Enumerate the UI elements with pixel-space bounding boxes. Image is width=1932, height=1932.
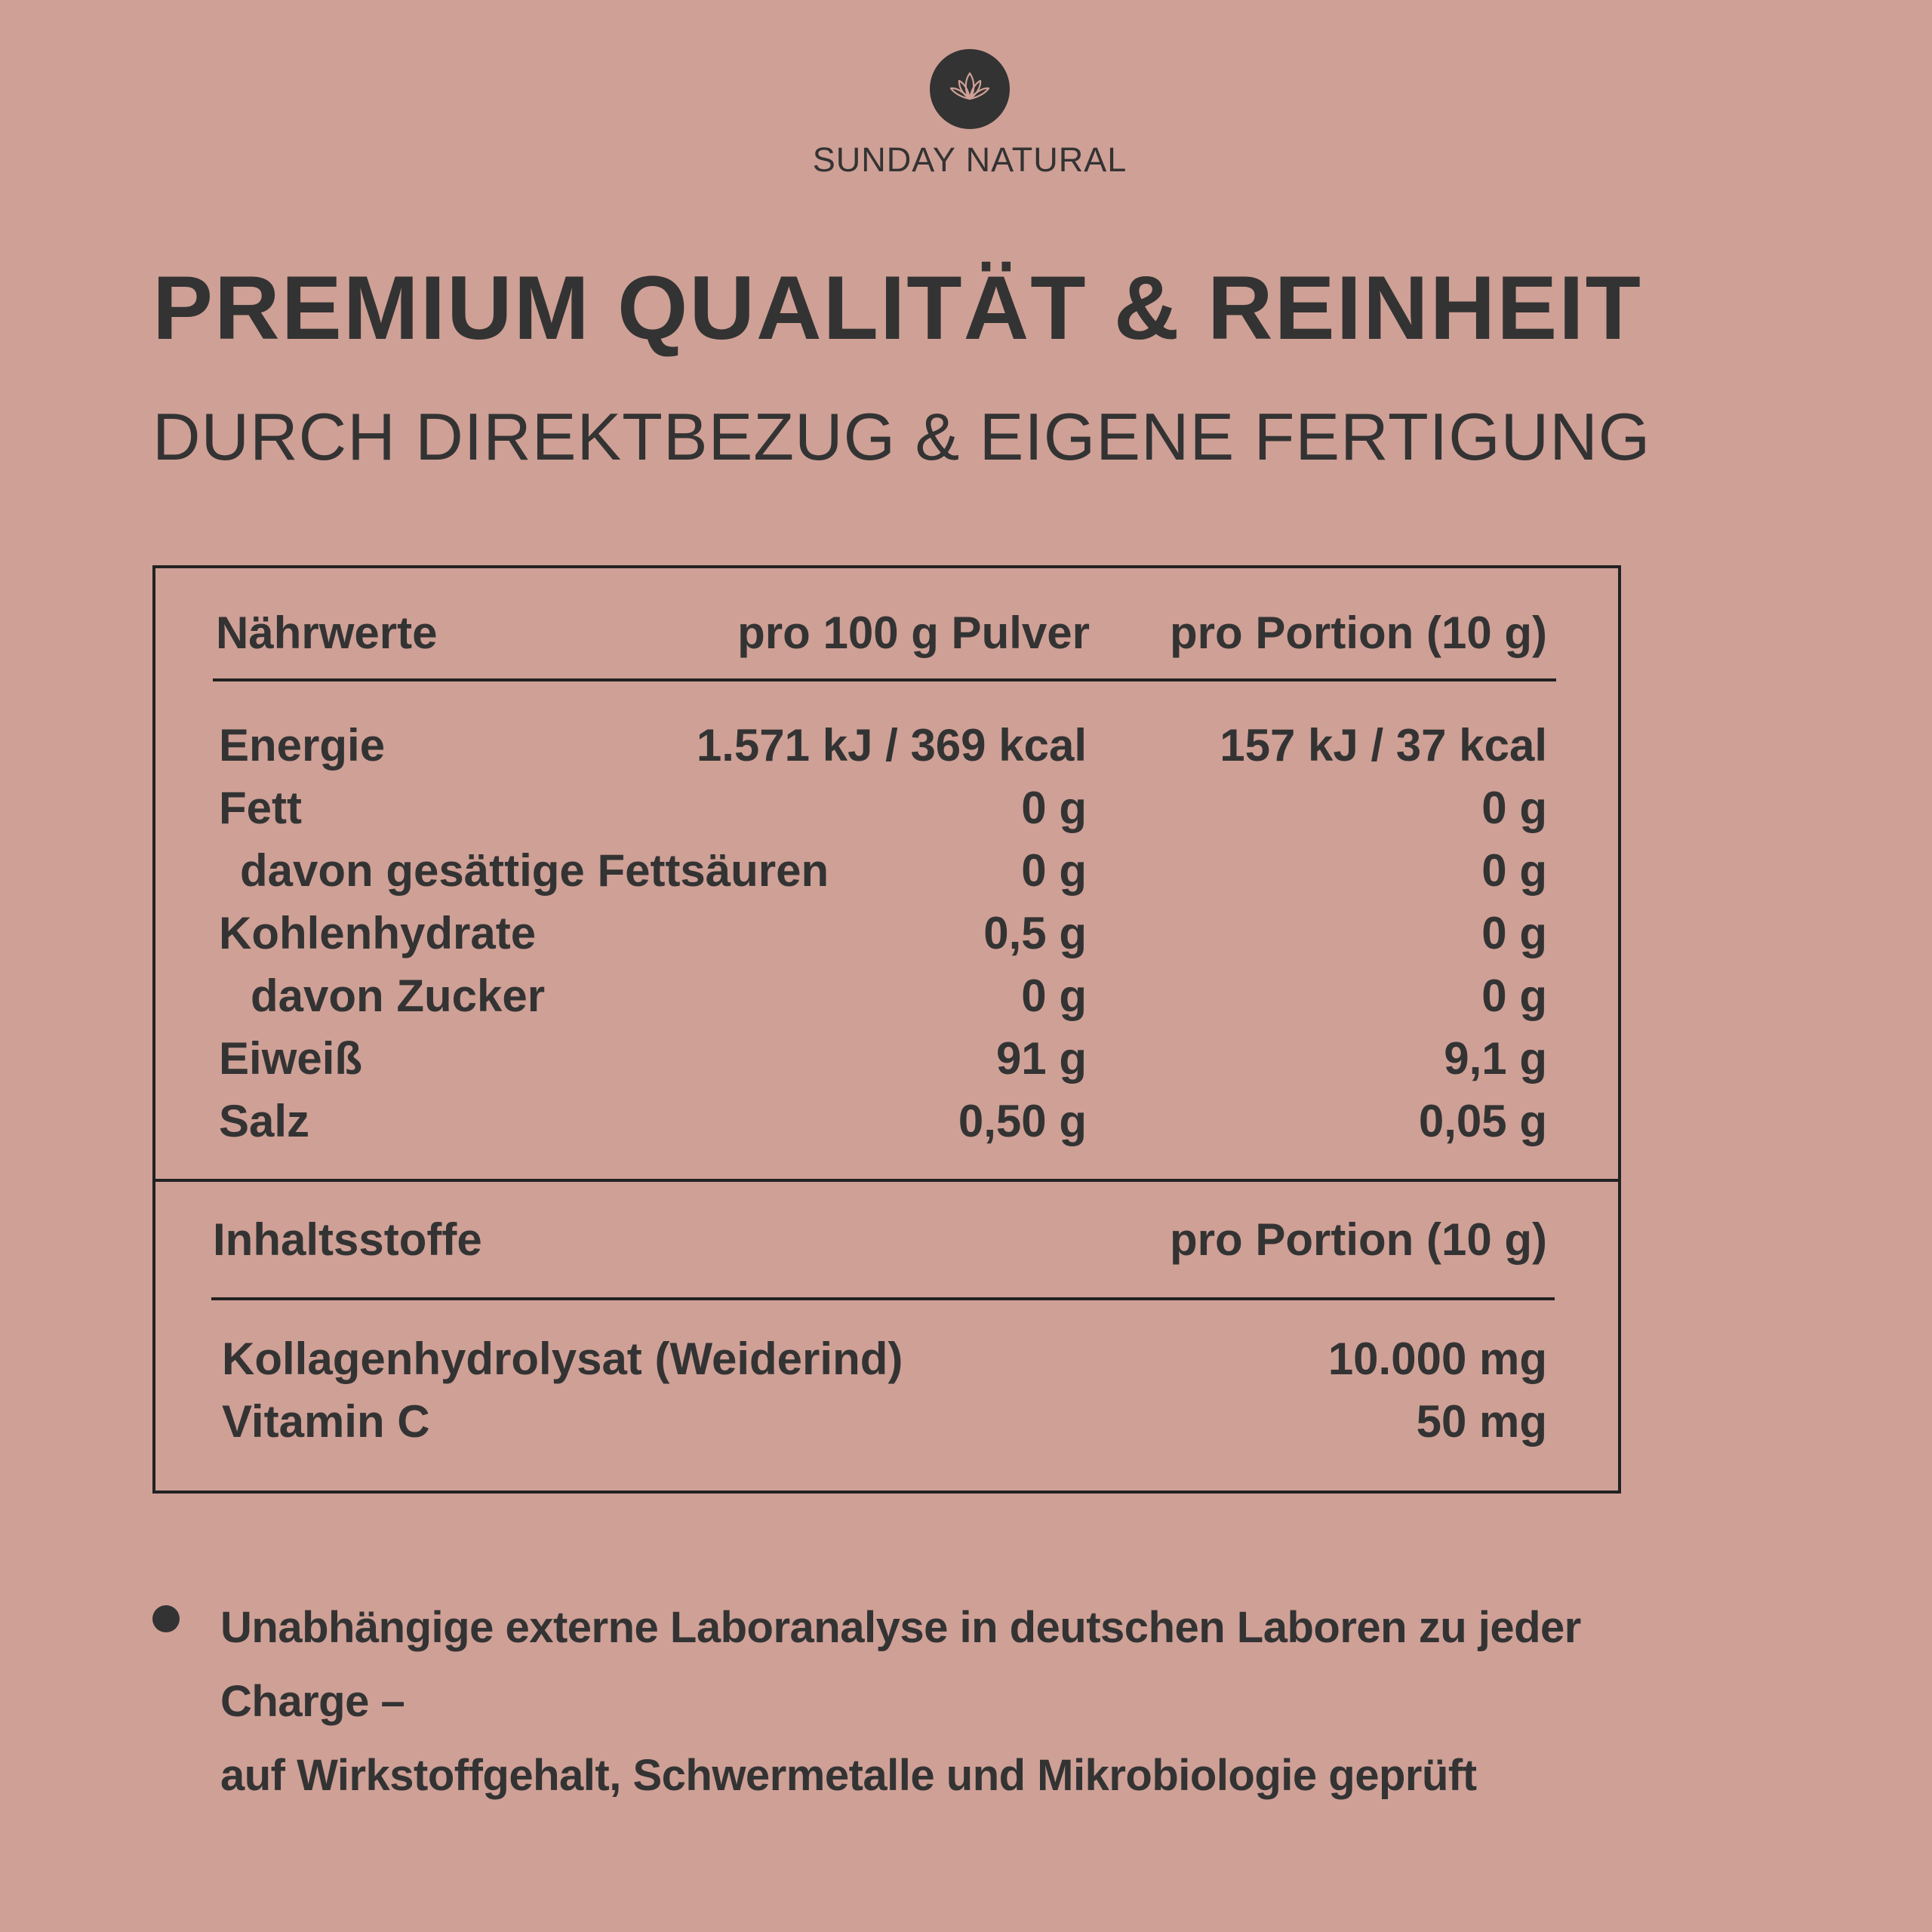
row-per100: 91 g xyxy=(995,1033,1087,1084)
row-per100: 0,50 g xyxy=(958,1096,1087,1146)
page-title: PREMIUM QUALITÄT & REINHEIT xyxy=(152,257,1642,358)
ingredients-header-per-portion: pro Portion (10 g) xyxy=(1170,1214,1547,1265)
row-per100: 0 g xyxy=(1021,845,1087,896)
row-per100: 1.571 kJ / 369 kcal xyxy=(696,720,1087,771)
nutrition-header-rule xyxy=(213,678,1556,681)
row-per-portion: 9,1 g xyxy=(1444,1033,1547,1084)
bullet-icon xyxy=(152,1605,180,1632)
row-label: Vitamin C xyxy=(222,1396,430,1447)
ingredients-header-rule xyxy=(211,1297,1555,1300)
lab-analysis-note xyxy=(220,1591,1715,1813)
ingredients-header-label: Inhaltsstoffe xyxy=(213,1214,482,1265)
row-per-portion: 157 kJ / 37 kcal xyxy=(1220,720,1547,771)
row-per-portion: 0 g xyxy=(1481,783,1547,833)
row-per-portion: 0,05 g xyxy=(1418,1096,1547,1146)
row-per-portion: 50 mg xyxy=(1416,1396,1547,1447)
row-per-portion: 10.000 mg xyxy=(1327,1334,1547,1384)
row-label: davon gesättige Fettsäuren xyxy=(240,845,829,896)
nutrition-header-per100: pro 100 g Pulver xyxy=(737,608,1090,658)
brand-logo xyxy=(930,49,1010,129)
brand-name: SUNDAY NATURAL xyxy=(812,140,1128,179)
row-per100: 0 g xyxy=(1021,971,1087,1021)
row-per-portion: 0 g xyxy=(1481,971,1547,1021)
section-divider xyxy=(155,1179,1618,1182)
row-label: Eiweiß xyxy=(219,1033,363,1084)
lab-analysis-line-2: auf Wirkstoffgehalt, Schwermetalle und Mikrobiologie geprüft xyxy=(220,1751,1477,1800)
row-label: Fett xyxy=(219,783,302,833)
nutrition-table xyxy=(152,565,1621,1494)
nutrition-header-per-portion: pro Portion (10 g) xyxy=(1170,608,1547,658)
page-subtitle: DURCH DIREKTBEZUG & EIGENE FERTIGUNG xyxy=(152,399,1651,474)
row-per100: 0 g xyxy=(1021,783,1087,833)
row-label: Salz xyxy=(219,1096,310,1146)
lab-analysis-line-1: Unabhängige externe Laboranalyse in deutschen Laboren zu jeder Charge – xyxy=(220,1603,1581,1726)
row-per-portion: 0 g xyxy=(1481,908,1547,958)
lotus-icon xyxy=(946,69,993,109)
row-label: Kohlenhydrate xyxy=(219,908,537,958)
row-label: davon Zucker xyxy=(251,971,546,1021)
row-label: Energie xyxy=(219,720,386,771)
row-per100: 0,5 g xyxy=(983,908,1087,958)
row-label: Kollagenhydrolysat (Weiderind) xyxy=(222,1334,903,1384)
row-per-portion: 0 g xyxy=(1481,845,1547,896)
nutrition-header-label: Nährwerte xyxy=(216,608,438,658)
